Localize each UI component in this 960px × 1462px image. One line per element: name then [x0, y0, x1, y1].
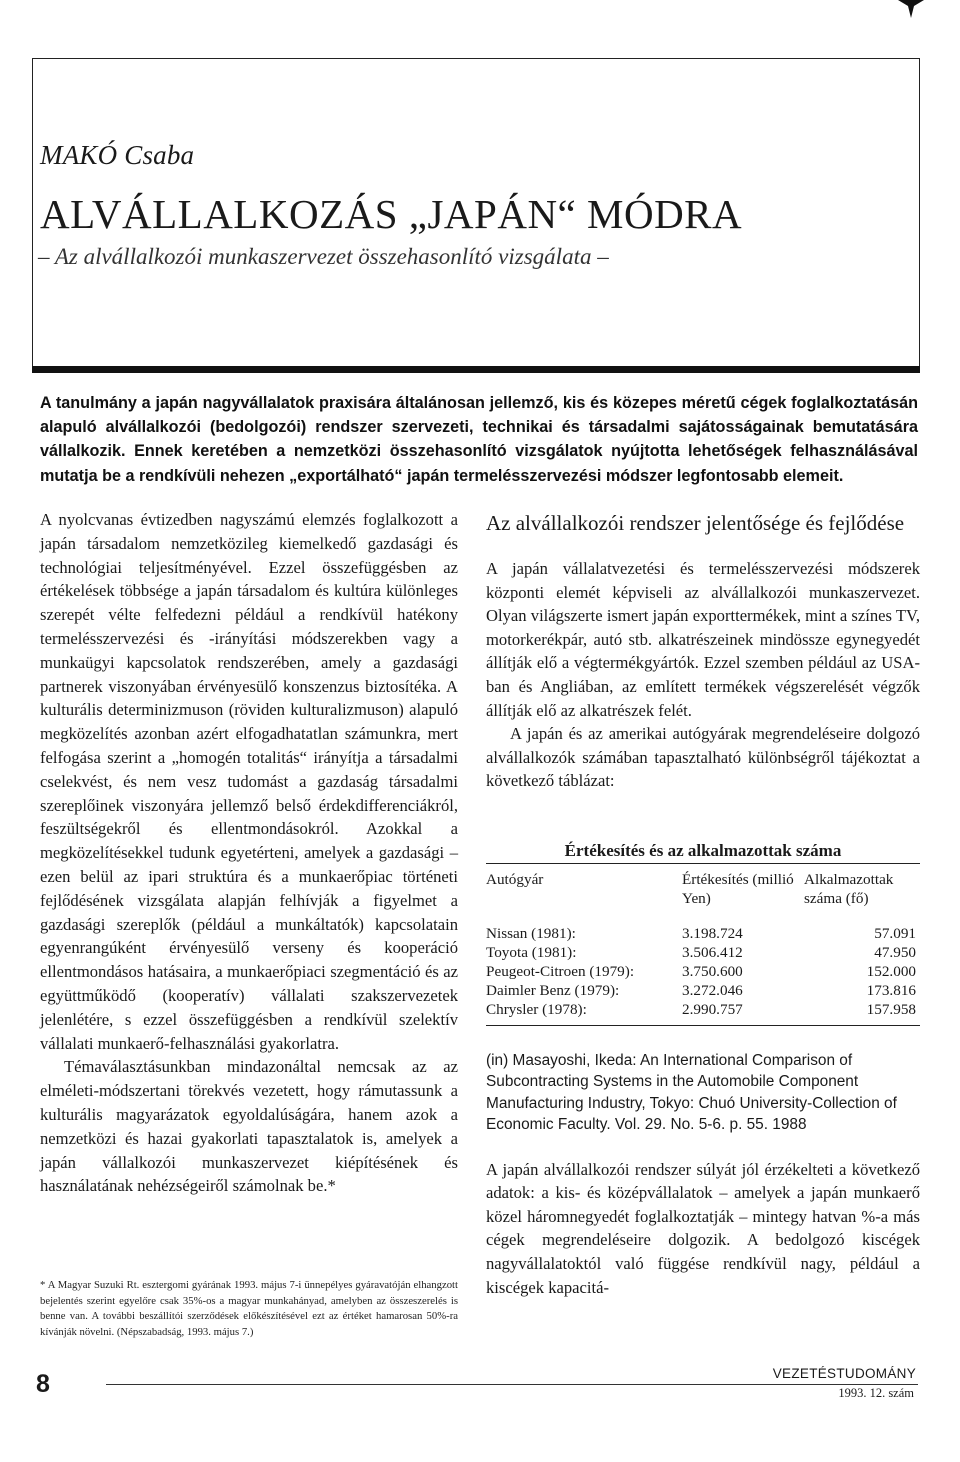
- table-cell-name: Toyota (1981):: [486, 943, 577, 961]
- table-header-row: [486, 864, 916, 924]
- table-header-cell: Autógyár: [486, 870, 544, 888]
- table-row: [486, 943, 916, 962]
- left-column: [40, 508, 458, 1198]
- table-cell-name: Nissan (1981):: [486, 924, 576, 942]
- body-paragraph: A nyolcvanas évtizedben nagyszámú elemzés foglalkozott a japán társadalom nemzetközileg kiemelkedő gazdasági és technológiai teljesítményével. Ezzel összefüggésben az értékelések többsége a japán társadalom és kultúra különleges szerepét vélte felfedezni például a rendkívül hatékony termelésszervezési és -irányítási módszerekben vagy a munkaügyi kapcsolatok rendszerében, amely a gazdasági partnerek viszonyában érvényesülő konszenzus biztosítéka. A kulturális determinizmuson (röviden kulturalizmuson) alapuló megközelítés azonban azért elfogadhatatlan számunkra, mert felfogása szerint a „homogén totalitás“ irányítja a társadalmi cselekvést, és nem vesz tudomást a gazdaság társadalmi szereplőinek viszonyára jellemző belső érdekdifferenciákról, feszültségekről és ellentmondásokról. Azokkal a megközelítésekkel tudunk egyetérteni, amelyek a gazdasági – ezen belül az ipari struktúra és a munkaerőpiac történeti fejlődésének vizsgálata alapján felhívják a figyelmet a gazdasági szereplők (például a munkáltatók) kapcsolatain egyenrangúként érvényesülő verseny és kooperáció ellentmondásos hatásaira, a munkaerőpiaci szegmentáció és az együttműködő (kooperatív) vállalati szakszervezetek jelenlétére, s ezzel összefüggésben a rendkívül szelektív vállalati munkaerő-felhasználási gyakorlatra.: [40, 510, 458, 1053]
- table-cell-employees: 57.091: [874, 924, 916, 942]
- table-cell-sales: 3.506.412: [682, 943, 743, 961]
- table-bottom-rule: [486, 1025, 920, 1026]
- table-header-cell: Alkalmazottak száma (fő): [804, 870, 894, 907]
- table-cell-sales: 3.272.046: [682, 981, 743, 999]
- table-cell-employees: 157.958: [866, 1000, 916, 1018]
- title-rule: [32, 366, 920, 373]
- sales-table: [486, 864, 916, 1019]
- table-title: Értékesítés és az alkalmazottak száma: [564, 840, 842, 860]
- table-cell-sales: 3.198.724: [682, 924, 743, 942]
- corner-mark-icon: [898, 0, 924, 18]
- table-cell-employees: 173.816: [866, 981, 916, 999]
- right-column: [486, 510, 920, 1299]
- table-cell-name: Daimler Benz (1979):: [486, 981, 620, 999]
- table-cell-employees: 47.950: [874, 943, 916, 961]
- footer-rule: [106, 1384, 918, 1385]
- table-row: [486, 981, 916, 1000]
- article-subtitle: – Az alvállalkozói munkaszervezet összehasonlító vizsgálata –: [38, 244, 609, 269]
- author-name: MAKÓ Csaba: [40, 140, 195, 170]
- table-header-cell: Értékesítés (millió Yen): [682, 870, 794, 907]
- body-paragraph: A japán alvállalkozói rendszer súlyát jól érzékelteti a következő adatok: a kis- és középvállalatok – amelyek a japán munkaerő közel háromnegyedét foglalkoztatják – mintegy hatvan %-a más cégek megrendeléseire dolgozik. A bedolgozó kiscégek nagyvállalatoktól való függése rendkívül nagy, például a kiscégek kapacitá-: [486, 1159, 920, 1297]
- issue-number: 1993. 12. szám: [838, 1386, 914, 1400]
- section-heading: Az alvállalkozói rendszer jelentősége és fejlődése: [486, 511, 905, 535]
- body-paragraph: A japán és az amerikai autógyárak megrendeléseire dolgozó alvállalkozók számában tapasztalható különbségről tájékoztat a következő táblázat:: [486, 724, 920, 791]
- table-cell-name: Chrysler (1978):: [486, 1000, 587, 1018]
- table-row: [486, 924, 916, 943]
- table-cell-employees: 152.000: [866, 962, 916, 980]
- table-cell-name: Peugeot-Citroen (1979):: [486, 962, 635, 980]
- body-paragraph: Témaválasztásunkban mindazonáltal nemcsak az az elméleti-módszertani törekvés vezetett, hogy rámutassunk a kulturális magyarázatok egyoldalúságára, hanem azok a nemzetközi és hazai gyakorlati tapasztalatok is, amelyek a japán vállalkozói munkaszervezet kiépítésének és használatának nehézségeiről számolnak be.*: [40, 1057, 458, 1196]
- table-row: [486, 1000, 916, 1019]
- journal-name: VEZETÉSTUDOMÁNY: [772, 1366, 916, 1381]
- abstract: A tanulmány a japán nagyvállalatok praxisára általánosan jellemző, kis és közepes méretű cégek foglalkoztatásán alapuló alvállalkozói (bedolgozói) rendszer szervezeti, technikai és társadalmi sajátosságainak bemutatására vállalkozik. Ennek keretében a nemzetközi összehasonlító vizsgálatok nyújtotta lehetőségek felhasználásával mutatja be a rendkívüli nehezen „exportálható“ japán termelésszervezési módszer legfontosabb elemeit.: [40, 394, 918, 485]
- article-title: ALVÁLLALKOZÁS „JAPÁN“ MÓDRA: [40, 191, 743, 237]
- table-row: [486, 962, 916, 981]
- table-cell-sales: 3.750.600: [682, 962, 743, 980]
- page-number: 8: [36, 1370, 50, 1398]
- table-cell-sales: 2.990.757: [682, 1000, 743, 1018]
- footnote: * A Magyar Suzuki Rt. esztergomi gyárának 1993. május 7-i ünnepélyes gyáravatóján elhangzott bejelentés szerint egyelőre csak 35%-os a magyar munkahányad, amelyben az összeszerelés is benne van. A további beszállítói szerződések előkészítésével ezt az értéket hamarosan 50%-ra kívánják növelni. (Népszabadság, 1993. május 7.): [40, 1279, 458, 1338]
- table-source: (in) Masayoshi, Ikeda: An International Comparison of Subcontracting Systems in the Automobile Component Manufacturing Industry, Tokyo: Chuó University-Collection of Economic Faculty. Vol. 29. No. 5-6. p. 55. 1988: [486, 1051, 897, 1134]
- body-paragraph: A japán vállalatvezetési és termelésszervezési módszerek központi elemét képviseli az alvállalkozói munkaszervezet. Olyan világszerte ismert japán exporttermékek, mint a színes TV, motorkerékpár, autó stb. alkatrészeinek mindössze egynegyedét állítják elő a végtermékgyártók. Ezzel szemben például az USA-ban és Angliában, az említett termékek végszerelését végzők állítják elő az alkatrészek felét.: [486, 559, 920, 720]
